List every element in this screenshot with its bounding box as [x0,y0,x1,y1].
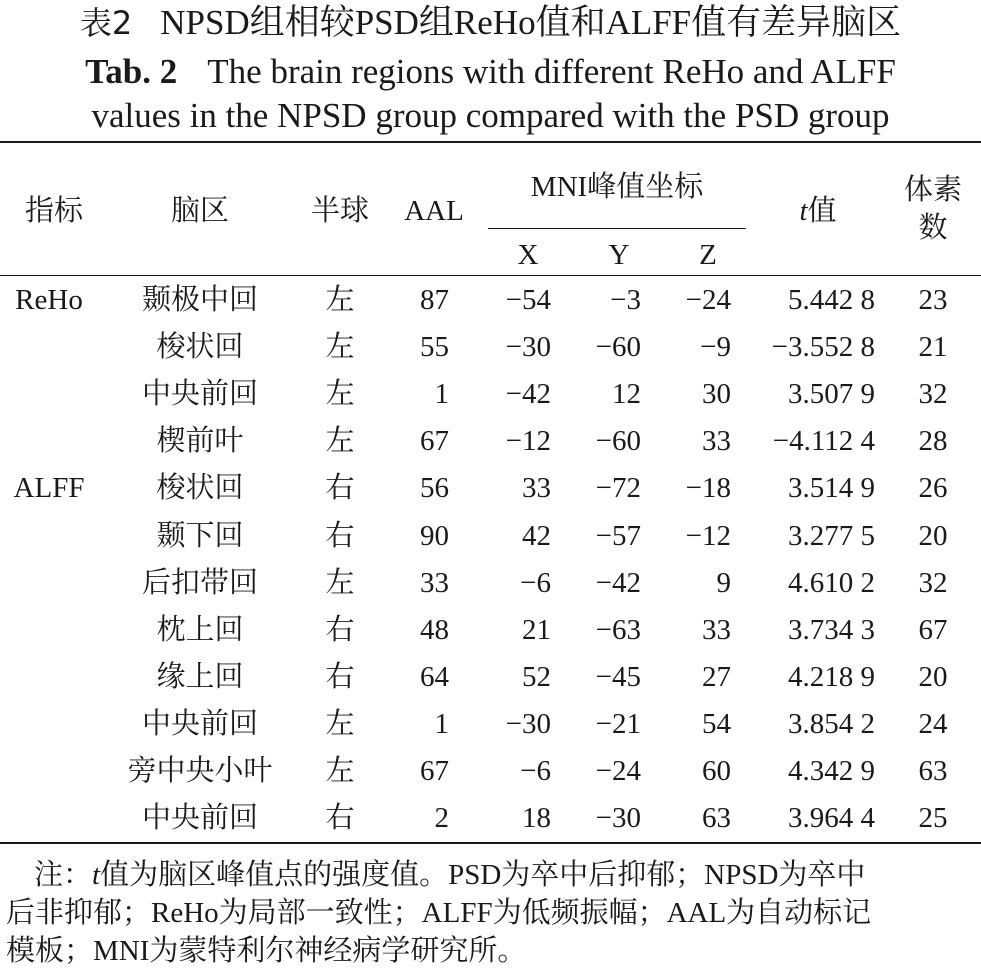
cell-region: 梭状回 [156,472,244,505]
cell-aal: 67 [420,755,449,787]
cell-mni-x: −54 [505,284,551,316]
cell-region: 楔前叶 [156,425,244,458]
cell-mni-y: −72 [595,472,641,505]
table-bottom-rule [0,842,981,844]
cell-region: 缘上回 [156,660,244,693]
cell-t-value: 3.964 4 [788,802,875,835]
header-t-rest: 值 [807,195,837,227]
cell-voxels: 28 [918,425,948,458]
cell-mni-x: 52 [522,660,551,693]
cell-aal: 1 [434,378,449,411]
cell-t-value: 3.507 9 [788,378,875,411]
header-y: Y [608,239,630,271]
cell-aal: 2 [434,802,449,835]
cell-aal: 56 [420,472,449,505]
note-prefix: 注： [34,859,93,891]
header-aal: AAL [404,195,464,227]
cell-voxels: 24 [918,707,948,740]
cell-index: ReHo [15,284,83,316]
cell-t-value: 3.514 9 [788,472,875,505]
cell-t-value: 4.342 9 [788,755,875,787]
caption-text-cn: NPSD组相较PSD组ReHo值和ALFF值有差异脑区 [160,3,902,42]
table-note [6,856,976,970]
header-index: 指标 [24,195,84,227]
cell-voxels: 20 [918,519,948,552]
cell-mni-y: −42 [595,566,641,599]
cell-voxels: 63 [918,755,948,787]
header-mni: MNI峰值坐标 [530,171,704,203]
cell-aal: 90 [420,519,449,552]
cell-t-value: 3.854 2 [788,707,875,740]
table-caption-english [0,50,981,138]
cell-t-value: 4.218 9 [788,660,875,693]
header-voxels-line2: 数 [918,212,948,244]
cell-region: 梭状回 [156,331,244,364]
cell-hemisphere: 左 [325,707,355,740]
cell-voxels: 32 [918,378,948,411]
cell-hemisphere: 左 [325,378,355,411]
cell-t-value: −3.552 8 [771,331,875,364]
cell-mni-z: 54 [702,707,731,740]
cell-hemisphere: 左 [325,425,355,458]
cell-t-value: −4.112 4 [772,425,875,458]
header-x: X [517,239,539,271]
cell-mni-z: 33 [702,425,731,458]
cell-mni-z: −18 [685,472,731,505]
cell-voxels: 25 [918,802,948,835]
cell-mni-z: 9 [716,566,731,599]
cell-t-value: 3.277 5 [788,519,875,552]
caption-text-en-line1: The brain regions with different ReHo and ALFF [207,52,896,91]
cell-aal: 67 [420,425,449,458]
header-voxels-line1: 体素 [903,174,963,206]
cell-voxels: 32 [918,566,948,599]
cell-mni-y: 12 [612,378,641,411]
header-z: Z [699,239,717,271]
cell-mni-x: 21 [522,613,551,646]
cell-mni-x: 42 [522,519,551,552]
table-label-cn: 表2 [79,4,133,42]
cell-mni-y: −57 [595,519,641,552]
cell-mni-z: 63 [702,802,731,835]
header-hemisphere: 半球 [310,195,370,227]
cell-hemisphere: 左 [325,566,355,599]
cell-t-value: 4.610 2 [788,566,875,599]
cell-region: 中央前回 [141,707,259,740]
table-caption-chinese [0,2,981,44]
cell-aal: 87 [420,284,449,316]
header-region: 脑区 [170,195,230,227]
cell-mni-z: −24 [685,284,731,316]
cell-aal: 55 [420,331,449,364]
note-line3: 模板；MNI为蒙特利尔神经病学研究所。 [6,935,527,967]
cell-region: 颞下回 [156,519,244,552]
cell-mni-y: −30 [595,802,641,835]
note-line2: 后非抑郁；ReHo为局部一致性；ALFF为低频振幅；AAL为自动标记 [6,897,872,929]
cell-mni-y: −63 [595,613,641,646]
header-bottom-rule [0,275,981,276]
header-t-value [799,194,836,228]
caption-text-en-line2: values in the NPSD group compared with the PSD group [91,96,890,135]
cell-voxels: 21 [918,331,948,364]
table-top-rule [0,141,981,143]
cell-hemisphere: 左 [325,331,355,364]
cell-mni-z: 33 [702,613,731,646]
cell-mni-y: −45 [595,660,641,693]
cell-mni-z: 30 [702,378,731,411]
cell-region: 颞极中回 [141,284,259,316]
cell-region: 后扣带回 [141,566,259,599]
cell-mni-x: −30 [505,707,551,740]
note-line1: 值为脑区峰值点的强度值。PSD为卒中后抑郁；NPSD为卒中 [100,859,866,891]
cell-t-value: 5.442 8 [788,284,875,316]
cell-hemisphere: 左 [325,755,355,787]
cell-mni-x: −12 [505,425,551,458]
cell-aal: 1 [434,707,449,740]
cell-voxels: 20 [918,660,948,693]
cell-mni-z: −9 [700,331,731,364]
mni-subheader-rule [488,228,746,229]
cell-mni-y: −60 [595,425,641,458]
cell-hemisphere: 右 [325,613,355,646]
cell-hemisphere: 右 [325,519,355,552]
cell-region: 中央前回 [141,802,259,835]
cell-mni-x: −6 [520,566,551,599]
cell-voxels: 67 [918,613,948,646]
cell-aal: 48 [420,613,449,646]
cell-mni-y: −21 [595,707,641,740]
cell-mni-x: −30 [505,331,551,364]
cell-mni-y: −24 [595,755,641,787]
note-t-italic: t [92,859,101,891]
cell-t-value: 3.734 3 [788,613,875,646]
cell-mni-x: 33 [522,472,551,505]
cell-mni-z: 27 [702,660,731,693]
cell-aal: 33 [420,566,449,599]
cell-mni-y: −3 [610,284,641,316]
cell-region: 枕上回 [156,613,244,646]
cell-index: ALFF [13,472,85,505]
cell-voxels: 23 [918,284,948,316]
cell-mni-y: −60 [595,331,641,364]
table-label-en: Tab. 2 [85,52,178,91]
cell-mni-x: −42 [505,378,551,411]
header-t-italic: t [799,195,808,227]
cell-hemisphere: 右 [325,472,355,505]
cell-mni-x: −6 [520,755,551,787]
cell-region: 旁中央小叶 [127,755,273,787]
cell-hemisphere: 右 [325,660,355,693]
cell-voxels: 26 [918,472,948,505]
cell-aal: 64 [420,660,449,693]
cell-mni-z: 60 [702,755,731,787]
cell-region: 中央前回 [141,378,259,411]
cell-mni-z: −12 [685,519,731,552]
cell-hemisphere: 右 [325,802,355,835]
cell-mni-x: 18 [522,802,551,835]
cell-hemisphere: 左 [325,284,355,316]
